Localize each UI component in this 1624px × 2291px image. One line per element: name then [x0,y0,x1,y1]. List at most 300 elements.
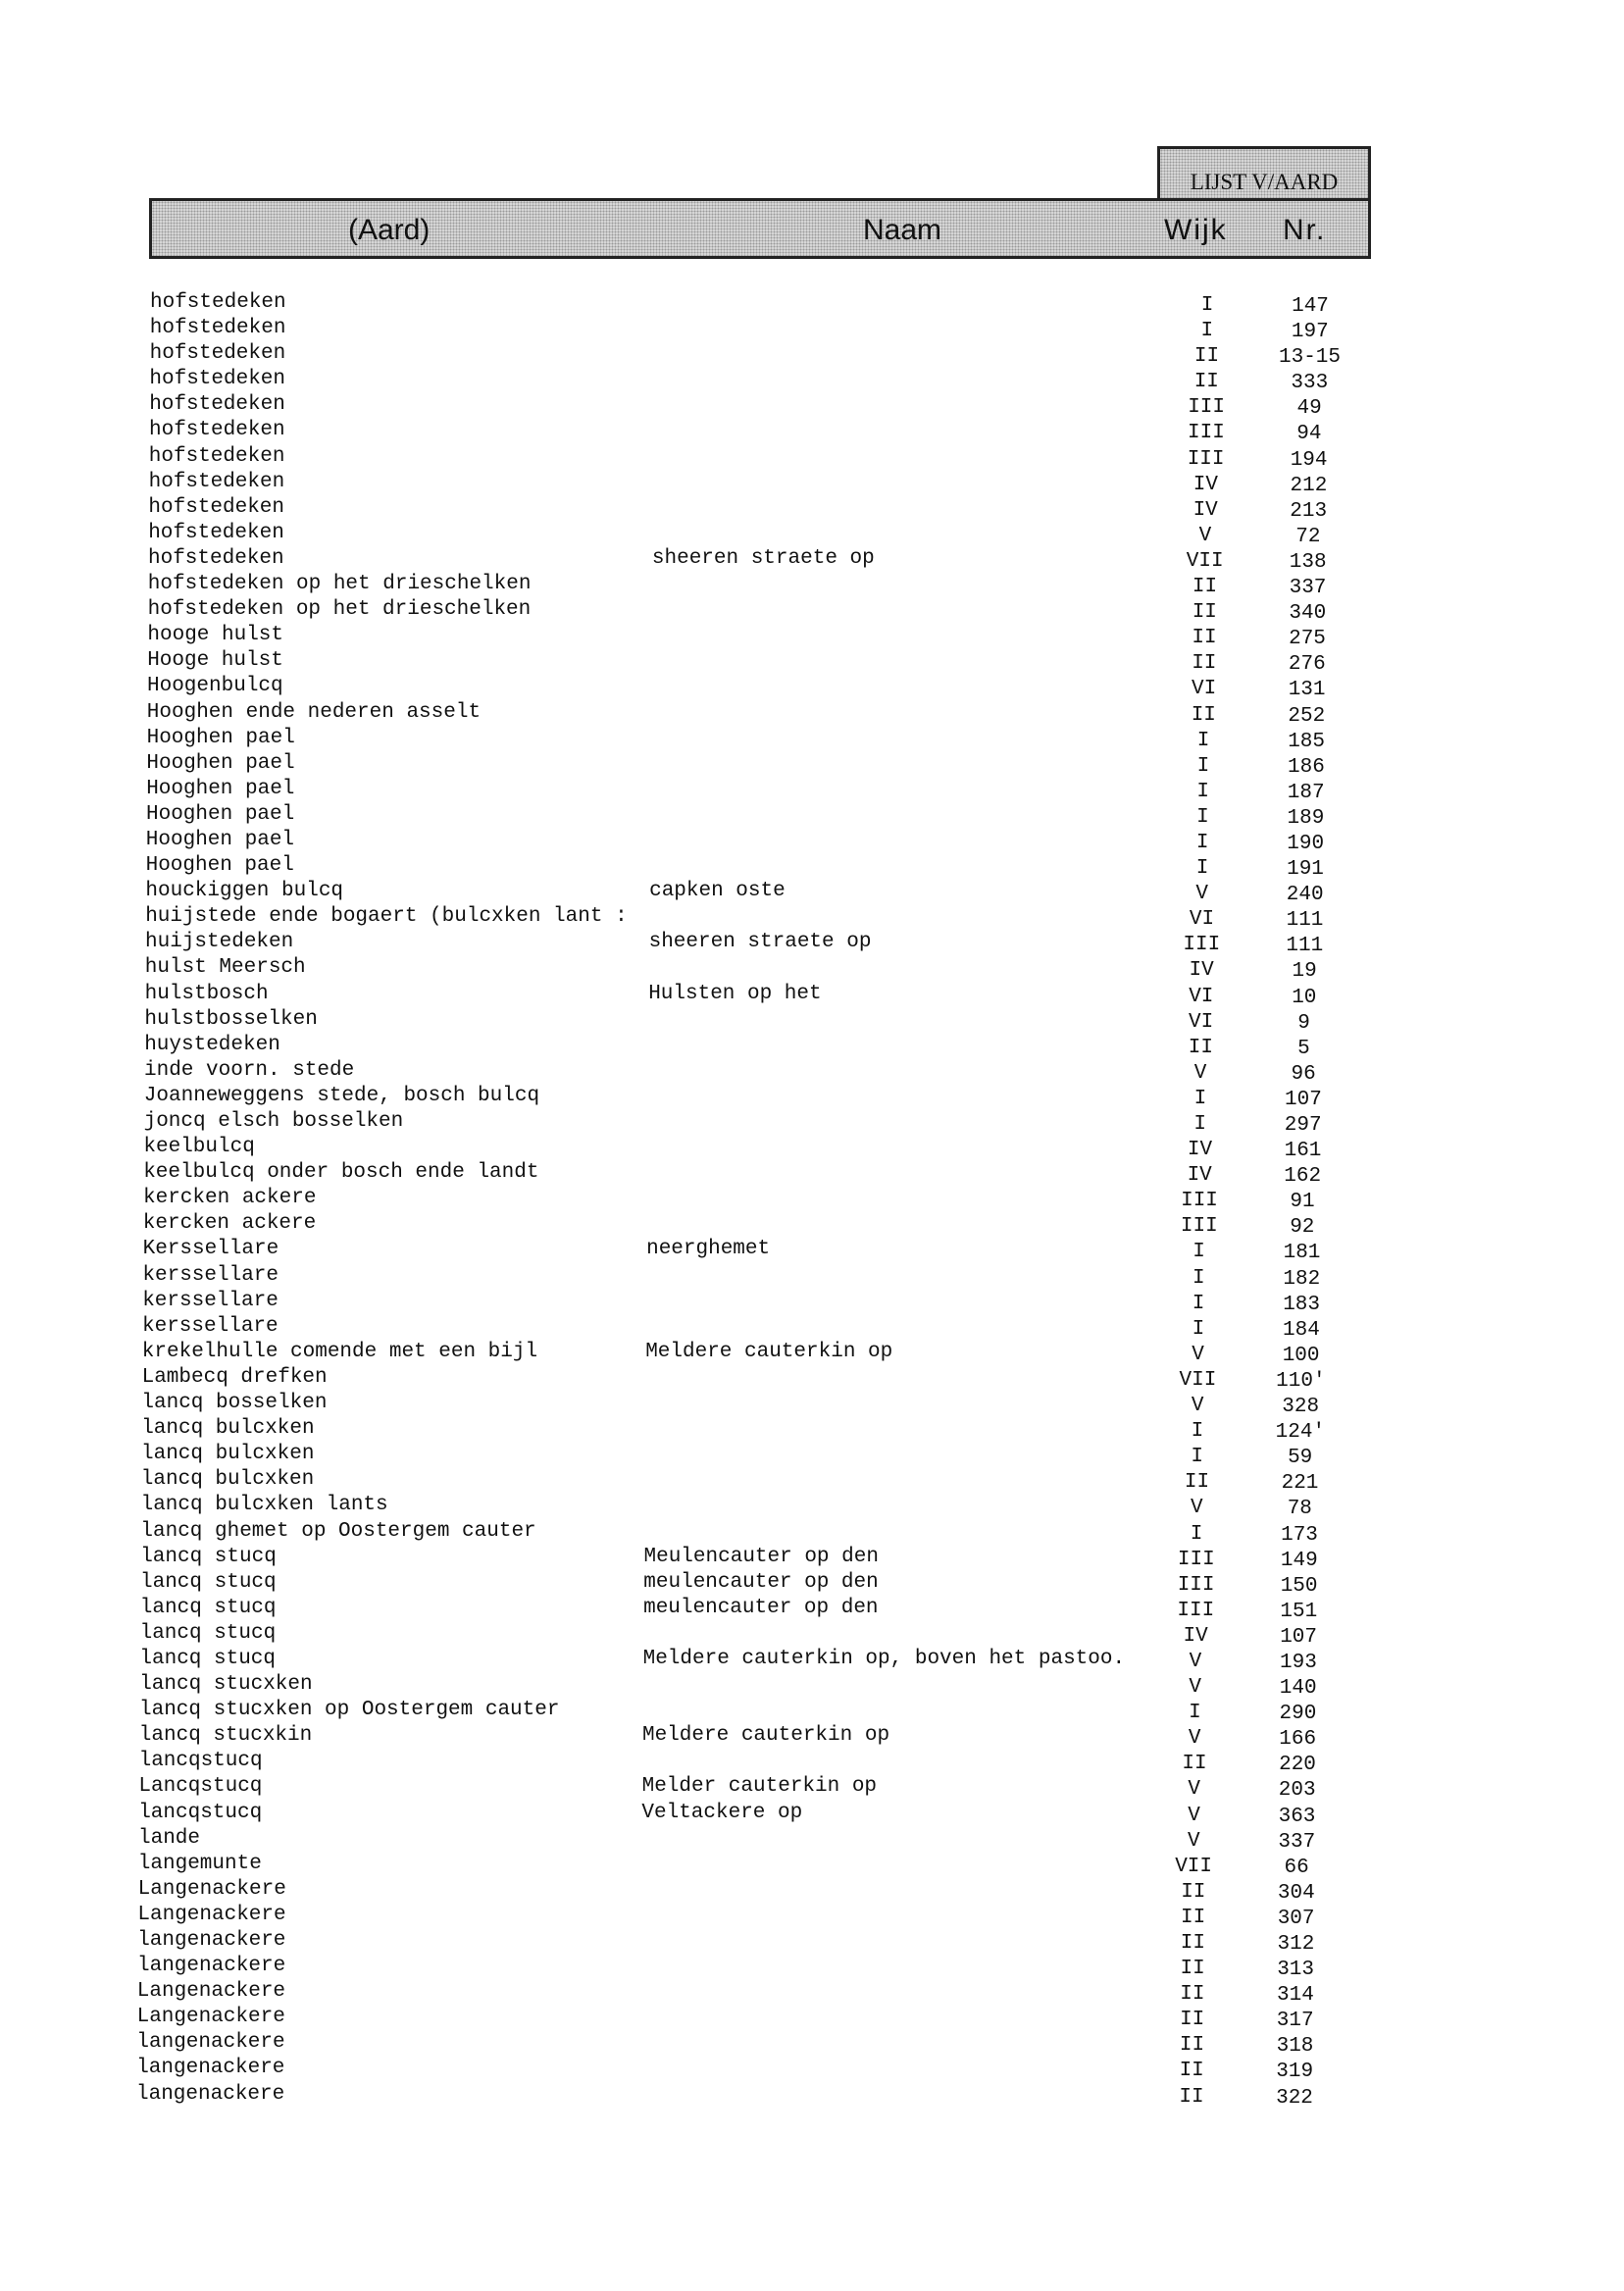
cell-aard: keelbulcq onder bosch ende landt [143,1161,539,1185]
table-row [0,1621,1624,1647]
cell-naam: meulencauter op den [643,1596,879,1619]
table-row [0,828,1624,853]
cell-nr: 197 [1291,321,1329,344]
cell-nr: 94 [1296,423,1322,446]
table-row [0,1545,1624,1570]
cell-wijk: II [1182,1753,1207,1776]
cell-wijk: V [1189,1650,1202,1673]
table-row [0,1289,1624,1314]
cell-wijk: I [1196,780,1209,803]
cell-wijk: I [1192,1266,1205,1290]
cell-aard: lancqstucq [138,1801,263,1824]
table-row [0,495,1624,521]
table-row [0,1467,1624,1496]
cell-nr: 151 [1280,1600,1318,1623]
cell-wijk: I [1195,857,1209,881]
table-row [0,777,1624,802]
table-row [0,290,1624,316]
cell-aard: Kerssellare [142,1238,279,1261]
record-list [0,290,1624,2108]
cell-nr: 147 [1292,295,1329,318]
cell-naam: sheeren straete op [651,546,875,570]
cell-wijk: I [1192,1292,1205,1315]
cell-wijk: I [1196,805,1209,829]
table-row [0,1570,1624,1596]
cell-nr: 140 [1279,1677,1317,1701]
cell-naam: capken oste [649,880,786,903]
cell-wijk: I [1191,1420,1204,1444]
cell-wijk: V [1193,1061,1207,1085]
cell-aard: langenackere [137,1929,286,1952]
cell-nr: 100 [1282,1344,1320,1367]
cell-aard: Hooghen pael [146,802,295,826]
cell-wijk: V [1198,524,1212,547]
cell-wijk: II [1192,601,1217,625]
cell-aard: lancq bulcxken lants [140,1494,388,1517]
table-row [0,392,1624,421]
table-row [0,1979,1624,2008]
cell-wijk: I [1193,1087,1207,1110]
table-row [0,1135,1624,1163]
cell-nr: 161 [1284,1140,1322,1163]
cell-aard: lancq bulcxken [141,1417,315,1441]
cell-aard: Joanneweggens stede, bosch bulcq [143,1084,540,1107]
cell-nr: 124' [1275,1421,1326,1445]
cell-nr: 275 [1289,628,1326,651]
cell-aard: lancq stucq [140,1570,277,1594]
cell-aard: lancq bosselken [141,1392,328,1415]
cell-wijk: III [1181,1190,1218,1213]
cell-wijk: II [1188,1036,1213,1059]
table-row [0,1672,1624,1701]
cell-aard: Hooghen pael [146,751,295,775]
cell-aard: Langenackere [136,2006,285,2029]
cell-aard: kercken ackere [143,1187,317,1210]
cell-aard: hofstedeken [148,444,285,468]
table-row [0,1263,1624,1289]
column-header-aard: (Aard) [348,214,431,246]
table-row [0,726,1624,751]
cell-aard: hofstedeken [149,342,286,366]
cell-aard: Langenackere [137,1903,286,1926]
cell-aard: Hooghen pael [146,777,295,800]
cell-nr: 111 [1286,909,1324,933]
cell-wijk: VII [1186,549,1224,573]
table-row [0,2005,1624,2033]
column-header-bar [149,198,1371,259]
cell-nr: 304 [1277,1881,1315,1905]
cell-aard: langenackere [136,2057,285,2080]
cell-naam: Hulsten op het [648,982,822,1005]
table-row [0,418,1624,446]
cell-wijk: V [1188,1804,1200,1827]
cell-nr: 307 [1277,1907,1315,1930]
cell-wijk: III [1187,447,1225,471]
cell-nr: 66 [1284,1856,1309,1879]
cell-wijk: II [1192,576,1218,599]
table-row [0,751,1624,777]
table-row [0,1109,1624,1135]
cell-aard: lancq stucq [139,1621,277,1645]
table-row [0,1801,1624,1826]
cell-nr: 166 [1279,1728,1317,1752]
cell-nr: 173 [1281,1523,1318,1547]
table-row [0,1186,1624,1214]
cell-wijk: II [1193,371,1219,394]
cell-aard: inde voorn. stede [144,1058,355,1082]
cell-nr: 189 [1287,806,1325,830]
cell-wijk: VI [1191,678,1217,701]
cell-nr: 184 [1282,1318,1320,1342]
table-row [0,2056,1624,2084]
cell-nr: 111 [1286,935,1324,958]
cell-wijk: V [1187,1829,1200,1853]
cell-wijk: II [1180,1983,1205,2007]
cell-wijk: III [1177,1599,1215,1622]
table-row [0,444,1624,470]
cell-wijk: II [1179,2034,1205,2058]
table-row [0,1723,1624,1752]
cell-wijk: II [1181,1880,1206,1904]
cell-wijk: VI [1189,985,1214,1008]
cell-aard: kerssellare [142,1289,279,1312]
cell-wijk: III [1183,934,1221,957]
table-row [0,1647,1624,1672]
cell-wijk: II [1180,1932,1205,1955]
table-row [0,1058,1624,1084]
cell-aard: langemunte [137,1852,262,1875]
table-row [0,1416,1624,1445]
cell-aard: lancqstucq [138,1750,263,1773]
cell-aard: kerssellare [142,1263,279,1287]
cell-wijk: III [1187,422,1225,445]
cell-wijk: I [1192,1317,1205,1341]
table-row [0,1493,1624,1521]
cell-aard: hofstedeken [149,393,285,417]
table-row [0,1314,1624,1340]
cell-aard: lancq stucq [140,1545,277,1568]
cell-nr: 107 [1284,1088,1322,1111]
table-row [0,648,1624,677]
cell-nr: 333 [1291,372,1329,395]
cell-nr: 107 [1280,1625,1317,1649]
cell-aard: hofstedeken [148,546,284,570]
cell-wijk: II [1180,1906,1206,1929]
table-row [0,1596,1624,1621]
cell-aard: Hooghen pael [146,726,295,749]
cell-wijk: III [1188,396,1225,420]
cell-aard: krekelhulle comende met een bijl [141,1340,538,1363]
cell-wijk: II [1179,2085,1204,2109]
cell-aard: Hoogenbulcq [147,675,283,698]
cell-aard: hooge hulst [147,624,284,647]
cell-nr: 337 [1278,1830,1316,1854]
cell-nr: 149 [1280,1549,1318,1572]
table-row [0,1698,1624,1726]
cell-wijk: IV [1193,498,1218,522]
cell-wijk: II [1192,652,1217,676]
cell-aard: hulst Meersch [144,956,306,980]
table-row [0,1774,1624,1803]
table-row [0,1237,1624,1265]
table-row [0,1928,1624,1954]
table-row [0,546,1624,572]
table-row [0,700,1624,726]
cell-nr: 337 [1289,577,1327,600]
cell-wijk: V [1190,1497,1203,1520]
cell-aard: lancq stucq [139,1647,277,1670]
table-row [0,1365,1624,1391]
cell-nr: 252 [1288,704,1326,728]
cell-wijk: VII [1179,1368,1217,1392]
cell-wijk: V [1192,1343,1204,1366]
table-row [0,341,1624,370]
table-row [0,879,1624,907]
cell-aard: lande [138,1826,201,1850]
cell-aard: huijstede ende bogaert (bulcxken lant : [145,905,628,929]
table-row [0,2030,1624,2059]
cell-aard: houckiggen bulcq [145,880,344,903]
cell-nr: 312 [1277,1933,1315,1956]
cell-aard: lancq bulcxken [141,1443,315,1466]
cell-wijk: III [1177,1573,1215,1597]
cell-wijk: V [1191,1395,1204,1418]
cell-wijk: VI [1188,1010,1214,1034]
cell-nr: 240 [1286,884,1324,907]
cell-wijk: IV [1193,473,1218,496]
cell-wijk: I [1193,1113,1206,1136]
table-row [0,2082,1624,2108]
table-row [0,1033,1624,1058]
cell-nr: 212 [1290,474,1328,497]
cell-aard: langenackere [137,1955,286,1978]
cell-aard: Hooghen ende nederen asselt [146,700,482,724]
cell-wijk: IV [1183,1624,1208,1648]
cell-nr: 72 [1295,525,1321,548]
cell-nr: 290 [1279,1703,1317,1726]
cell-nr: 340 [1289,602,1327,626]
table-row [0,1852,1624,1877]
cell-naam: meulencauter op den [643,1570,879,1594]
cell-nr: 59 [1288,1447,1313,1470]
cell-naam: sheeren straete op [648,931,872,954]
cell-aard: lancq stucq [139,1596,277,1619]
cell-nr: 185 [1288,730,1325,753]
cell-aard: lancq stucxken op Oostergem cauter [139,1699,560,1722]
cell-nr: 319 [1276,2061,1314,2084]
cell-nr: 131 [1288,679,1326,702]
cell-nr: 182 [1283,1267,1321,1291]
cell-wijk: V [1195,883,1208,906]
table-row [0,1084,1624,1109]
cell-wijk: II [1180,1958,1205,1981]
cell-wijk: IV [1189,959,1214,983]
column-header-nr: Nr. [1283,214,1327,246]
cell-naam: Meldere cauterkin op [645,1340,893,1363]
cell-nr: 328 [1282,1396,1320,1419]
cell-aard: hofstedeken [148,521,284,544]
cell-nr: 221 [1281,1472,1319,1496]
table-row [0,853,1624,882]
cell-wijk: V [1188,1727,1201,1751]
table-row [0,1340,1624,1365]
cell-wijk: IV [1187,1164,1212,1188]
list-tab-text: LIJST V/AARD [1190,170,1339,194]
cell-nr: 181 [1283,1242,1321,1265]
cell-nr: 5 [1297,1037,1310,1060]
cell-nr: 96 [1291,1062,1316,1086]
cell-wijk: V [1188,1778,1200,1802]
cell-nr: 194 [1290,448,1328,472]
cell-nr: 78 [1287,1498,1312,1521]
table-row [0,802,1624,828]
cell-aard: Hooghen pael [145,854,294,878]
table-row [0,1160,1624,1189]
cell-aard: lancq ghemet op Oostergem cauter [140,1519,536,1543]
cell-nr: 313 [1277,1959,1314,1982]
cell-wijk: II [1193,345,1220,369]
cell-aard: Langenackere [137,1877,286,1901]
cell-wijk: III [1180,1215,1218,1239]
table-row [0,1007,1624,1033]
cell-nr: 13-15 [1278,346,1341,370]
cell-nr: 213 [1290,499,1328,523]
cell-naam: Meldere cauterkin op, boven het pastoo. [642,1647,1126,1670]
cell-aard: Lancqstucq [138,1775,263,1799]
cell-wijk: I [1196,729,1210,752]
cell-aard: hofstedeken [149,419,285,442]
cell-aard: hulstbosselken [144,1007,318,1031]
cell-nr: 186 [1287,755,1325,779]
cell-nr: 138 [1289,550,1327,574]
cell-wijk: II [1179,2060,1204,2083]
cell-nr: 314 [1276,1984,1314,2008]
cell-aard: keelbulcq [143,1136,255,1159]
cell-aard: hofstedeken op het drieschelken [147,598,532,622]
column-header-naam: Naam [863,214,942,246]
table-row [0,623,1624,651]
table-row [0,470,1624,495]
cell-nr: 191 [1287,858,1324,882]
cell-aard: lancq stucxken [139,1673,313,1697]
cell-aard: kercken ackere [142,1212,317,1236]
cell-wijk: VII [1175,1855,1212,1878]
cell-nr: 10 [1292,986,1317,1009]
cell-nr: 193 [1279,1651,1317,1674]
cell-naam: Melder cauterkin op [641,1775,878,1799]
cell-nr: 150 [1280,1574,1318,1598]
cell-wijk: II [1180,2009,1205,2032]
table-row [0,597,1624,626]
cell-nr: 110' [1276,1369,1326,1393]
cell-nr: 49 [1296,397,1322,421]
table-row [0,1749,1624,1777]
cell-nr: 190 [1287,832,1325,855]
cell-aard: hofstedeken op het drieschelken [147,573,532,596]
table-row [0,930,1624,958]
table-row [0,367,1624,395]
cell-aard: hofstedeken [149,317,286,340]
cell-nr: 19 [1292,960,1317,984]
cell-aard: lancq stucxkin [138,1724,313,1748]
table-row [0,1442,1624,1470]
column-header-wijk: Wijk [1164,214,1228,246]
cell-naam: Meldere cauterkin op [642,1724,890,1748]
cell-nr: 162 [1284,1165,1322,1189]
cell-aard: hofstedeken [150,291,286,314]
table-row [0,1954,1624,1982]
cell-aard: kerssellare [142,1314,279,1338]
cell-nr: 276 [1288,653,1326,677]
table-row [0,982,1624,1007]
cell-wijk: I [1189,1702,1201,1725]
cell-wijk: I [1200,320,1214,343]
cell-wijk: IV [1187,1139,1213,1162]
cell-nr: 317 [1276,2010,1314,2033]
cell-wijk: I [1200,294,1214,317]
cell-nr: 297 [1284,1114,1322,1137]
cell-nr: 363 [1278,1805,1316,1828]
cell-nr: 318 [1276,2035,1314,2059]
cell-wijk: I [1193,1241,1205,1264]
cell-aard: huystedeken [144,1033,280,1056]
table-row [0,1877,1624,1903]
cell-wijk: I [1191,1446,1203,1469]
cell-nr: 9 [1297,1011,1310,1035]
table-row [0,1826,1624,1852]
cell-aard: joncq elsch bosselken [143,1110,404,1133]
cell-wijk: V [1189,1676,1201,1700]
cell-aard: hofstedeken [149,368,286,391]
cell-aard: Langenackere [136,1980,286,2004]
cell-aard: langenackere [136,2031,285,2055]
cell-aard: huijstedeken [145,931,294,954]
cell-naam: neerghemet [646,1238,771,1261]
cell-nr: 187 [1287,781,1325,804]
cell-aard: langenackere [136,2082,285,2106]
cell-nr: 203 [1278,1779,1316,1803]
cell-aard: Hooghen pael [145,828,295,851]
cell-nr: 91 [1290,1191,1315,1214]
cell-aard: hulstbosch [144,982,269,1005]
cell-naam: Meulencauter op den [643,1545,879,1568]
cell-wijk: II [1191,703,1216,727]
table-row [0,904,1624,933]
table-row [0,1519,1624,1545]
cell-wijk: II [1192,627,1217,650]
cell-wijk: II [1184,1471,1210,1495]
cell-aard: hofstedeken [148,470,285,493]
table-row [0,1903,1624,1928]
cell-nr: 183 [1283,1293,1320,1316]
cell-nr: 322 [1276,2086,1313,2110]
table-row [0,1211,1624,1240]
table-row [0,521,1624,546]
list-tab-label [1157,146,1371,199]
table-row [0,1391,1624,1419]
cell-aard: Hooge hulst [147,649,283,673]
cell-aard: hofstedeken [148,495,285,519]
table-row [0,674,1624,702]
cell-wijk: I [1195,831,1209,854]
cell-wijk: I [1196,754,1210,778]
cell-nr: 92 [1290,1216,1315,1240]
cell-aard: lancq bulcxken [140,1468,315,1492]
cell-wijk: VI [1189,908,1215,932]
cell-wijk: I [1190,1522,1203,1546]
table-row [0,955,1624,984]
cell-wijk: III [1177,1548,1215,1571]
